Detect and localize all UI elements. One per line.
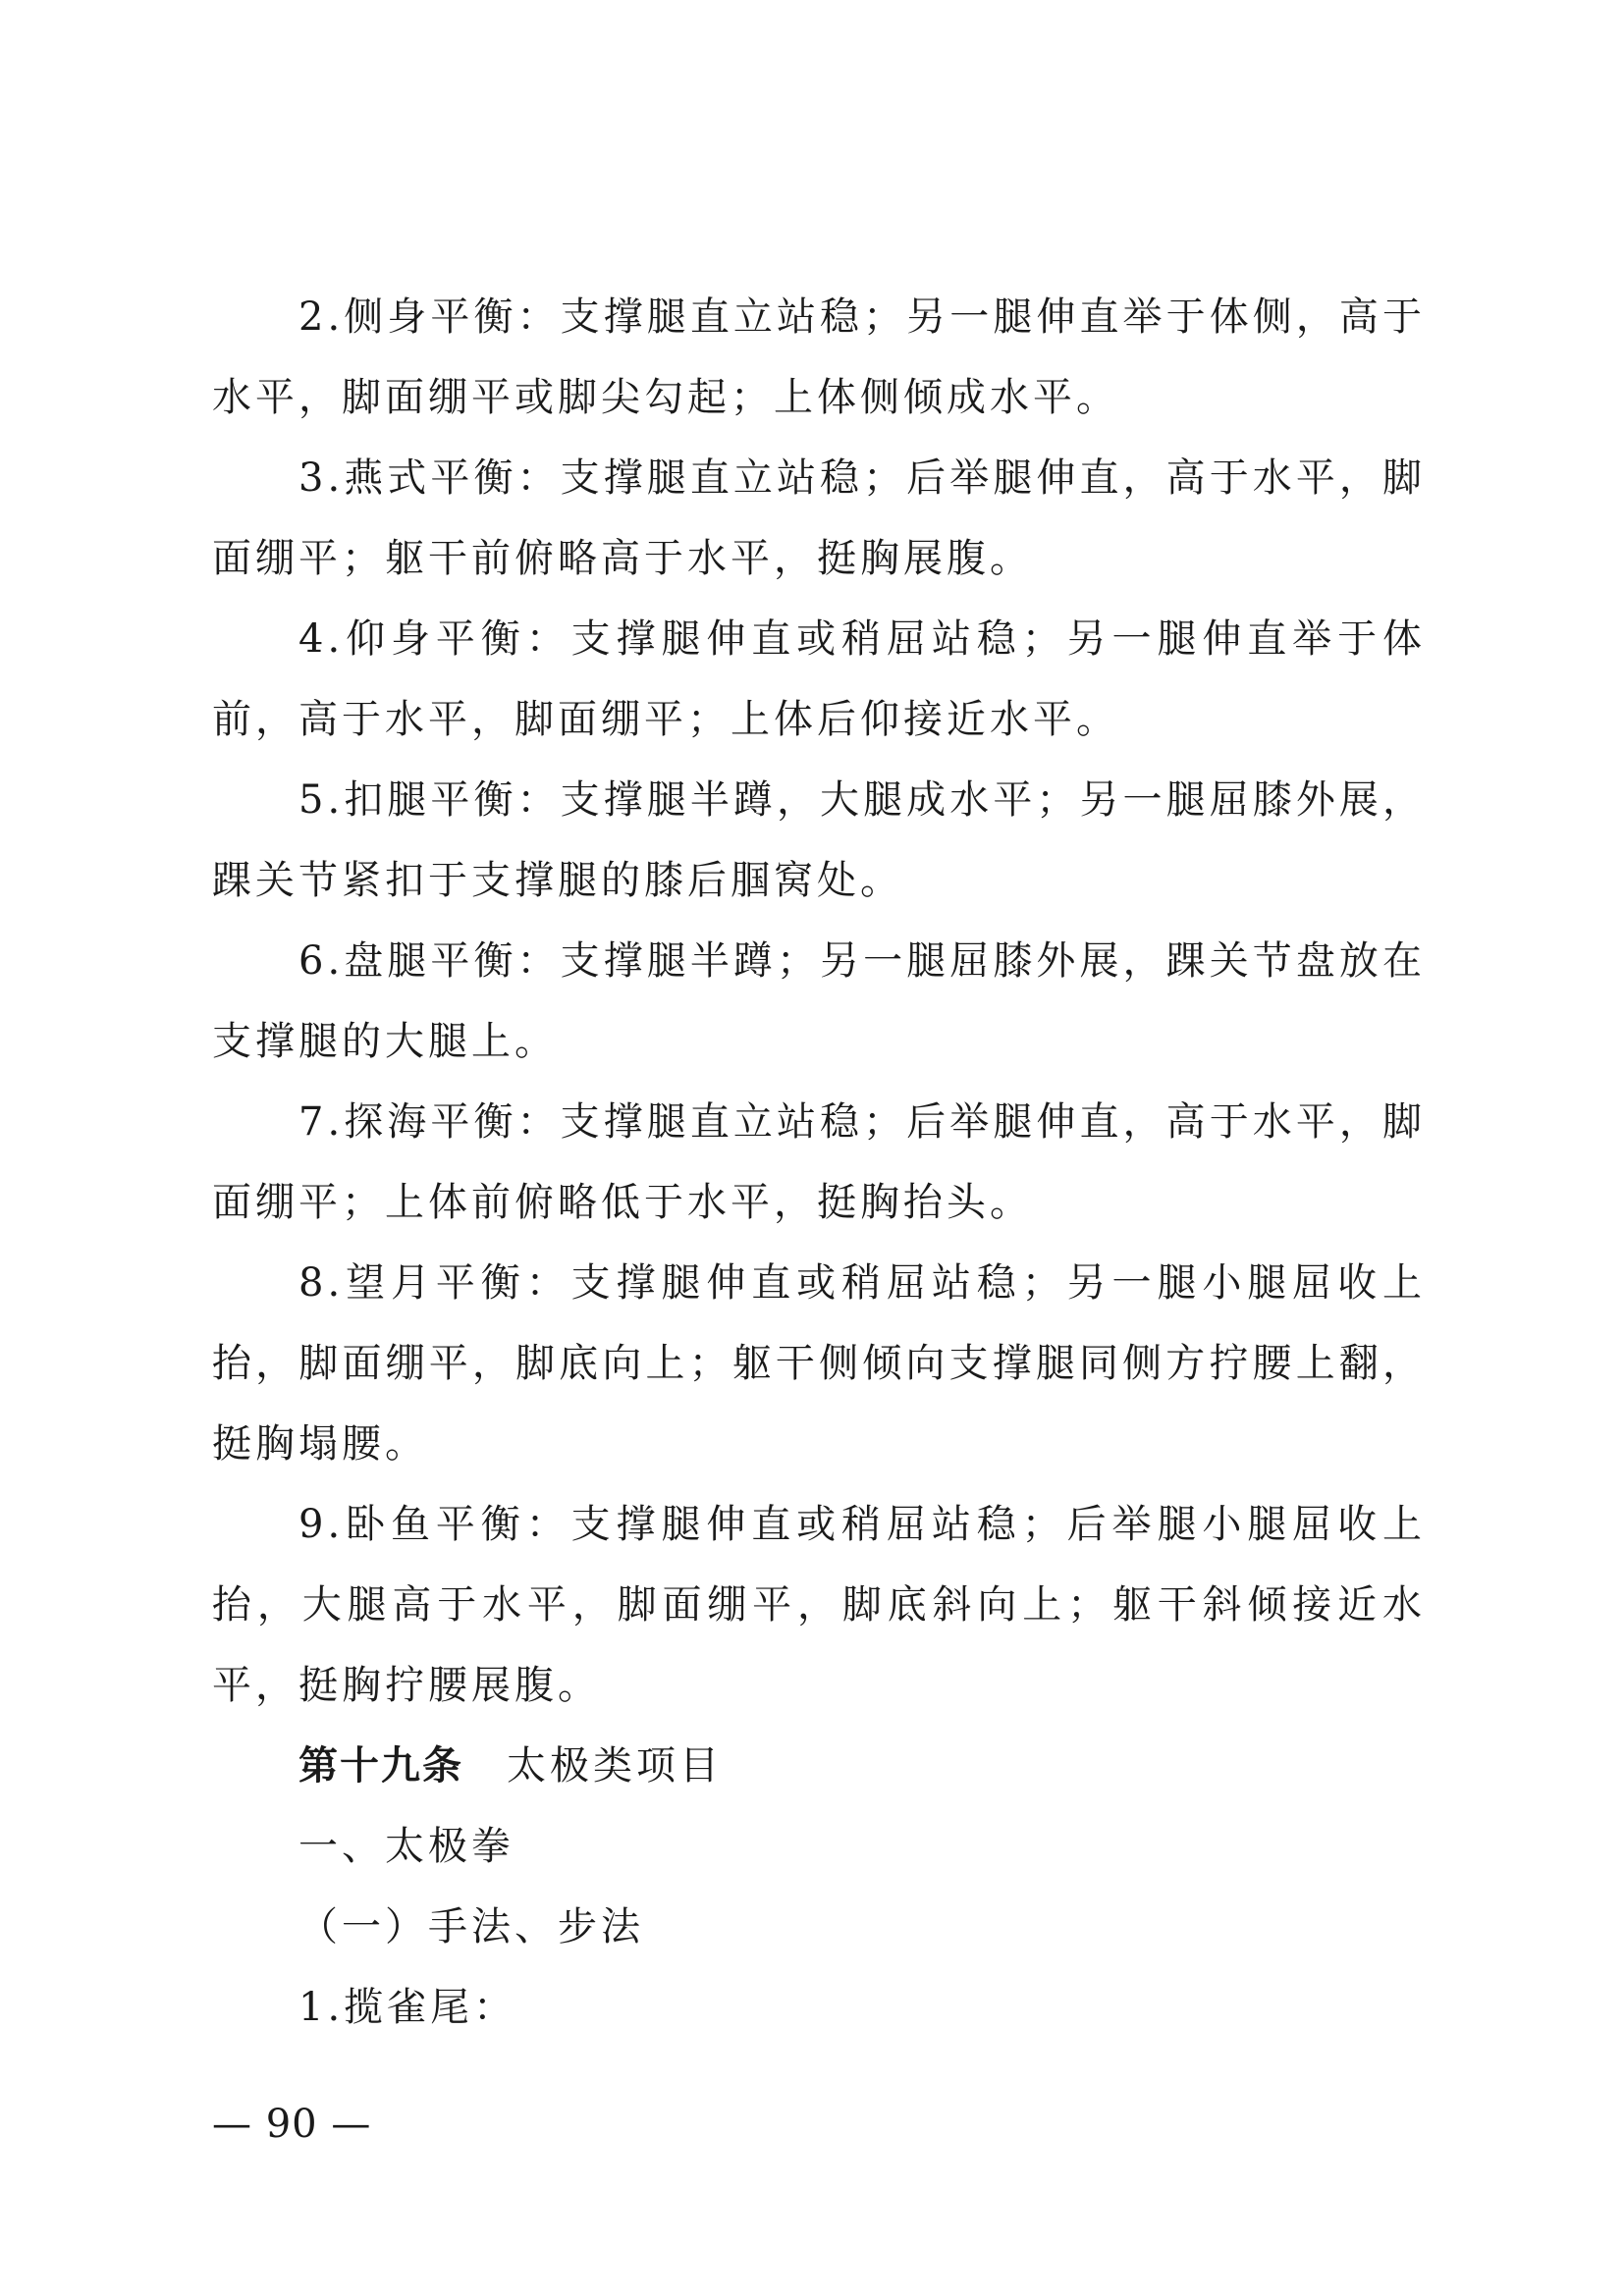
paragraph-lying-fish-balance: 9.卧鱼平衡：支撑腿伸直或稍屈站稳；后举腿小腿屈收上抬，大腿高于水平，脚面绷平，脚底斜向上；躯干斜倾接近水平，挺胸拧腰展腹。: [212, 1502, 1426, 1708]
page-number: — 90 —: [212, 2102, 372, 2147]
section-heading-level1: 一、太极拳: [298, 1824, 514, 1869]
article-number: 第十九条: [298, 1743, 463, 1789]
section-item-heading: 1.揽雀尾：: [298, 1985, 517, 2030]
paragraph-search-sea-balance: 7.探海平衡：支撑腿直立站稳；后举腿伸直，高于水平，脚面绷平；上体前俯略低于水平，挺胸抬头。: [212, 1099, 1426, 1225]
section-heading-level2: （一）手法、步法: [298, 1904, 644, 1949]
document-body: [212, 277, 1426, 2048]
paragraph-hook-leg-balance: 5.扣腿平衡：支撑腿半蹲，大腿成水平；另一腿屈膝外展，踝关节紧扣于支撑腿的膝后腘窝处。: [212, 777, 1426, 903]
article-heading: [212, 1726, 1426, 1806]
paragraph-side-balance: 2.侧身平衡：支撑腿直立站稳；另一腿伸直举于体侧，高于水平，脚面绷平或脚尖勾起；上体侧倾成水平。: [212, 294, 1426, 420]
paragraph-swallow-balance: 3.燕式平衡：支撑腿直立站稳；后举腿伸直，高于水平，脚面绷平；躯干前俯略高于水平，挺胸展腹。: [212, 455, 1426, 581]
article-title: 太极类项目: [507, 1743, 723, 1789]
paragraph-cross-leg-balance: 6.盘腿平衡：支撑腿半蹲；另一腿屈膝外展，踝关节盘放在支撑腿的大腿上。: [212, 938, 1426, 1064]
paragraph-backward-balance: 4.仰身平衡：支撑腿伸直或稍屈站稳；另一腿伸直举于体前，高于水平，脚面绷平；上体后仰接近水平。: [212, 616, 1426, 742]
paragraph-gaze-moon-balance: 8.望月平衡：支撑腿伸直或稍屈站稳；另一腿小腿屈收上抬，脚面绷平，脚底向上；躯干侧倾向支撑腿同侧方拧腰上翻，挺胸塌腰。: [212, 1260, 1426, 1467]
